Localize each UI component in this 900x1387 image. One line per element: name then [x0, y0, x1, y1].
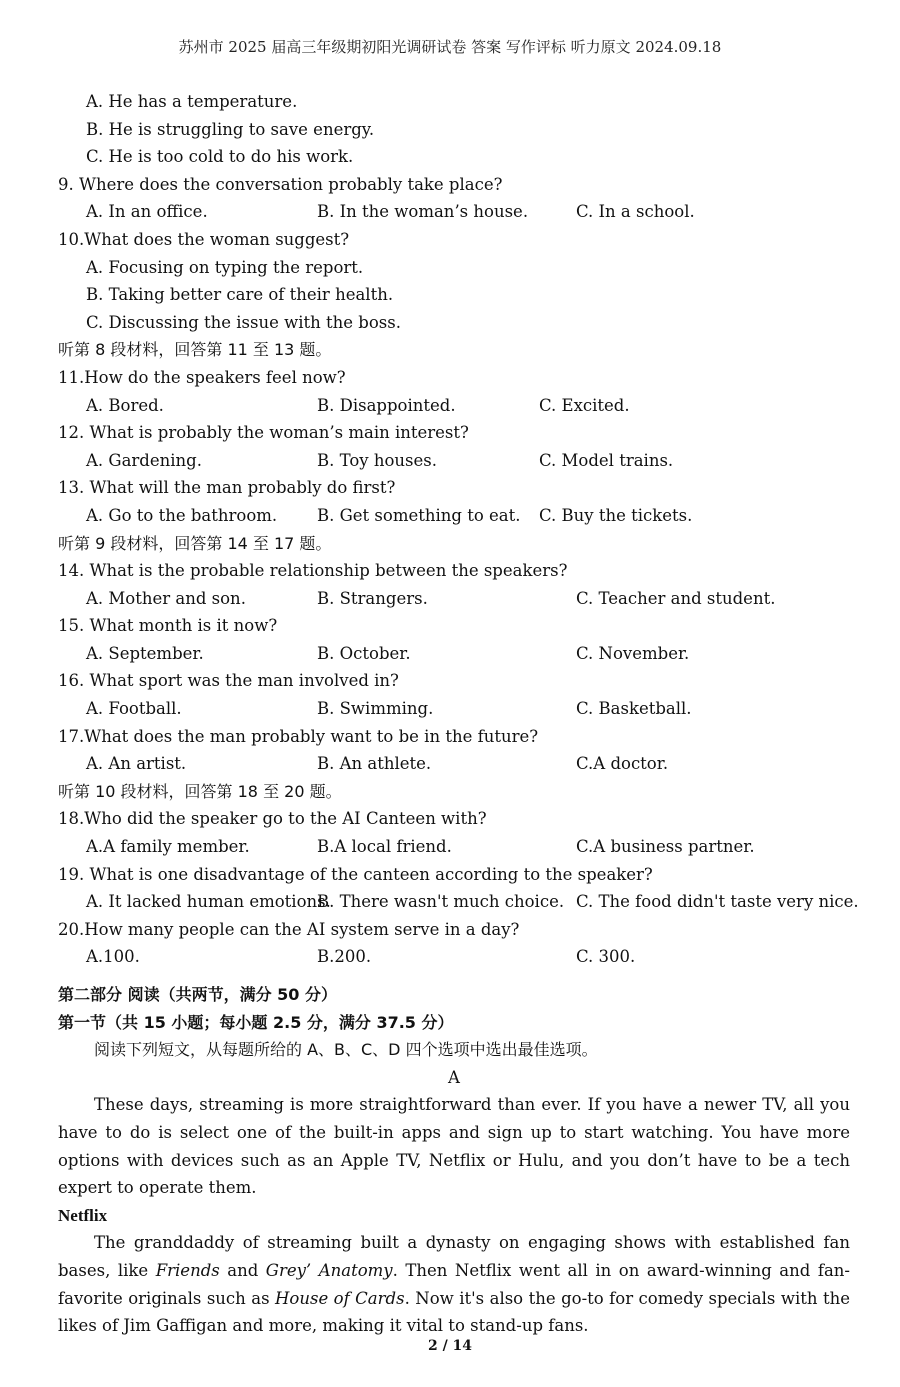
q17-options — [58, 750, 850, 778]
q19-options — [58, 888, 859, 916]
section-8-instruction: 听第 8 段材料，回答第 11 至 13 题。 — [58, 340, 332, 360]
q18-stem: 18.Who did the speaker go to the AI Canteen with? — [58, 809, 487, 829]
q9-stem: 9. Where does the conversation probably take place? — [58, 174, 503, 194]
q9-option-b: B. In the woman’s house. — [317, 202, 529, 222]
q19-option-a: A. It lacked human emotions. — [86, 892, 331, 912]
q16-option-c: C. Basketball. — [576, 699, 692, 719]
passage-paragraph-2 — [58, 1229, 850, 1339]
page-header: 苏州市 2025 届高三年级期初阳光调研试卷 答案 写作评标 听力原文 2024.09.18 — [178, 38, 722, 56]
q13-options — [58, 502, 850, 530]
q18-options — [58, 833, 850, 861]
q8-option-b: B. He is struggling to save energy. — [86, 119, 375, 139]
section-1-heading: 第一节（共 15 小题；每小题 2.5 分，满分 37.5 分） — [58, 1012, 454, 1032]
q14-option-a: A. Mother and son. — [86, 588, 246, 608]
q15-stem: 15. What month is it now? — [58, 616, 278, 636]
q19-stem: 19. What is one disadvantage of the canteen according to the speaker? — [58, 864, 653, 884]
q13-option-b: B. Get something to eat. — [317, 505, 521, 525]
q18-option-c: C.A business partner. — [576, 837, 755, 857]
para2-text-3: . Then Netflix went all in on award-winning and fan-favorite originals such as — [58, 1260, 850, 1308]
q11-stem: 11.How do the speakers feel now? — [58, 367, 346, 387]
q11-option-a: A. Bored. — [86, 395, 164, 415]
q10-option-a: A. Focusing on typing the report. — [86, 257, 364, 277]
q19-option-b: B. There wasn't much choice. — [317, 892, 565, 912]
q13-option-c: C. Buy the tickets. — [539, 505, 693, 525]
q12-option-c: C. Model trains. — [539, 450, 674, 470]
q20-option-b: B.200. — [317, 947, 372, 967]
title-greys-anatomy: Grey’ Anatomy — [265, 1260, 393, 1280]
q14-options — [58, 585, 850, 613]
title-house-of-cards: House of Cards — [275, 1288, 405, 1308]
q12-option-a: A. Gardening. — [86, 450, 202, 470]
q9-options — [58, 198, 850, 226]
page-number: 2 / 14 — [427, 1338, 473, 1354]
q8-option-c: C. He is too cold to do his work. — [86, 147, 354, 167]
q17-stem: 17.What does the man probably want to be in the future? — [58, 726, 539, 746]
q20-options — [58, 943, 850, 971]
q17-option-b: B. An athlete. — [317, 754, 432, 774]
title-friends: Friends — [155, 1260, 220, 1280]
q18-option-b: B.A local friend. — [317, 837, 452, 857]
q10-option-c: C. Discussing the issue with the boss. — [86, 312, 401, 332]
q11-option-c: C. Excited. — [539, 395, 630, 415]
q16-stem: 16. What sport was the man involved in? — [58, 671, 399, 691]
reading-instruction: 阅读下列短文，从每题所给的 A、B、C、D 四个选项中选出最佳选项。 — [94, 1040, 598, 1060]
q13-stem: 13. What will the man probably do first? — [58, 478, 396, 498]
netflix-heading: Netflix — [58, 1205, 108, 1225]
q19-option-c: C. The food didn't taste very nice. — [576, 892, 859, 912]
para2-text-2: and — [219, 1260, 266, 1280]
q17-option-a: A. An artist. — [86, 754, 187, 774]
q15-options — [58, 640, 850, 668]
para2-text-1: The granddaddy of streaming built a dynasty on engaging shows with established fan bases, like — [58, 1233, 850, 1280]
q12-options — [58, 447, 850, 475]
part-2-heading: 第二部分 阅读（共两节，满分 50 分） — [58, 985, 337, 1004]
q10-stem: 10.What does the woman suggest? — [58, 229, 350, 249]
section-9-instruction: 听第 9 段材料，回答第 14 至 17 题。 — [58, 533, 332, 553]
q13-option-a: A. Go to the bathroom. — [86, 505, 278, 525]
q16-option-a: A. Football. — [86, 699, 182, 719]
q8-option-a: A. He has a temperature. — [86, 92, 298, 111]
para2-text-4: . Now it's also the go-to for comedy specials with the likes of Jim Gaffigan and more, making it vital to stand-up fans. — [58, 1288, 850, 1336]
q20-option-a: A.100. — [86, 947, 140, 967]
q16-options — [58, 695, 850, 723]
q17-option-c: C.A doctor. — [576, 754, 669, 774]
q10-option-b: B. Taking better care of their health. — [86, 285, 394, 305]
q20-stem: 20.How many people can the AI system serve in a day? — [58, 919, 520, 939]
page-content — [58, 88, 859, 1340]
q14-option-b: B. Strangers. — [317, 588, 428, 608]
q16-option-b: B. Swimming. — [317, 699, 434, 719]
q9-option-a: A. In an office. — [86, 202, 208, 222]
q12-stem: 12. What is probably the woman’s main interest? — [58, 423, 469, 443]
passage-letter: A — [448, 1067, 460, 1087]
q15-option-a: A. September. — [86, 643, 204, 663]
q14-option-c: C. Teacher and student. — [576, 588, 776, 608]
q20-option-c: C. 300. — [576, 947, 636, 967]
q11-options — [58, 392, 850, 420]
q18-option-a: A.A family member. — [86, 837, 250, 857]
q14-stem: 14. What is the probable relationship between the speakers? — [58, 561, 568, 581]
section-10-instruction: 听第 10 段材料，回答第 18 至 20 题。 — [58, 781, 342, 801]
q9-option-c: C. In a school. — [576, 202, 695, 222]
q15-option-b: B. October. — [317, 643, 411, 663]
passage-paragraph-1: These days, streaming is more straightforward than ever. If you have a newer TV, all you have to do is select one of the built-in apps and sign up to start watching. You have more options with devices such as an Apple TV, Netflix or Hulu, and you don’t have to be a tech expert to operate them. — [58, 1095, 850, 1198]
q11-option-b: B. Disappointed. — [317, 395, 456, 415]
q12-option-b: B. Toy houses. — [317, 450, 437, 470]
q15-option-c: C. November. — [576, 643, 690, 663]
